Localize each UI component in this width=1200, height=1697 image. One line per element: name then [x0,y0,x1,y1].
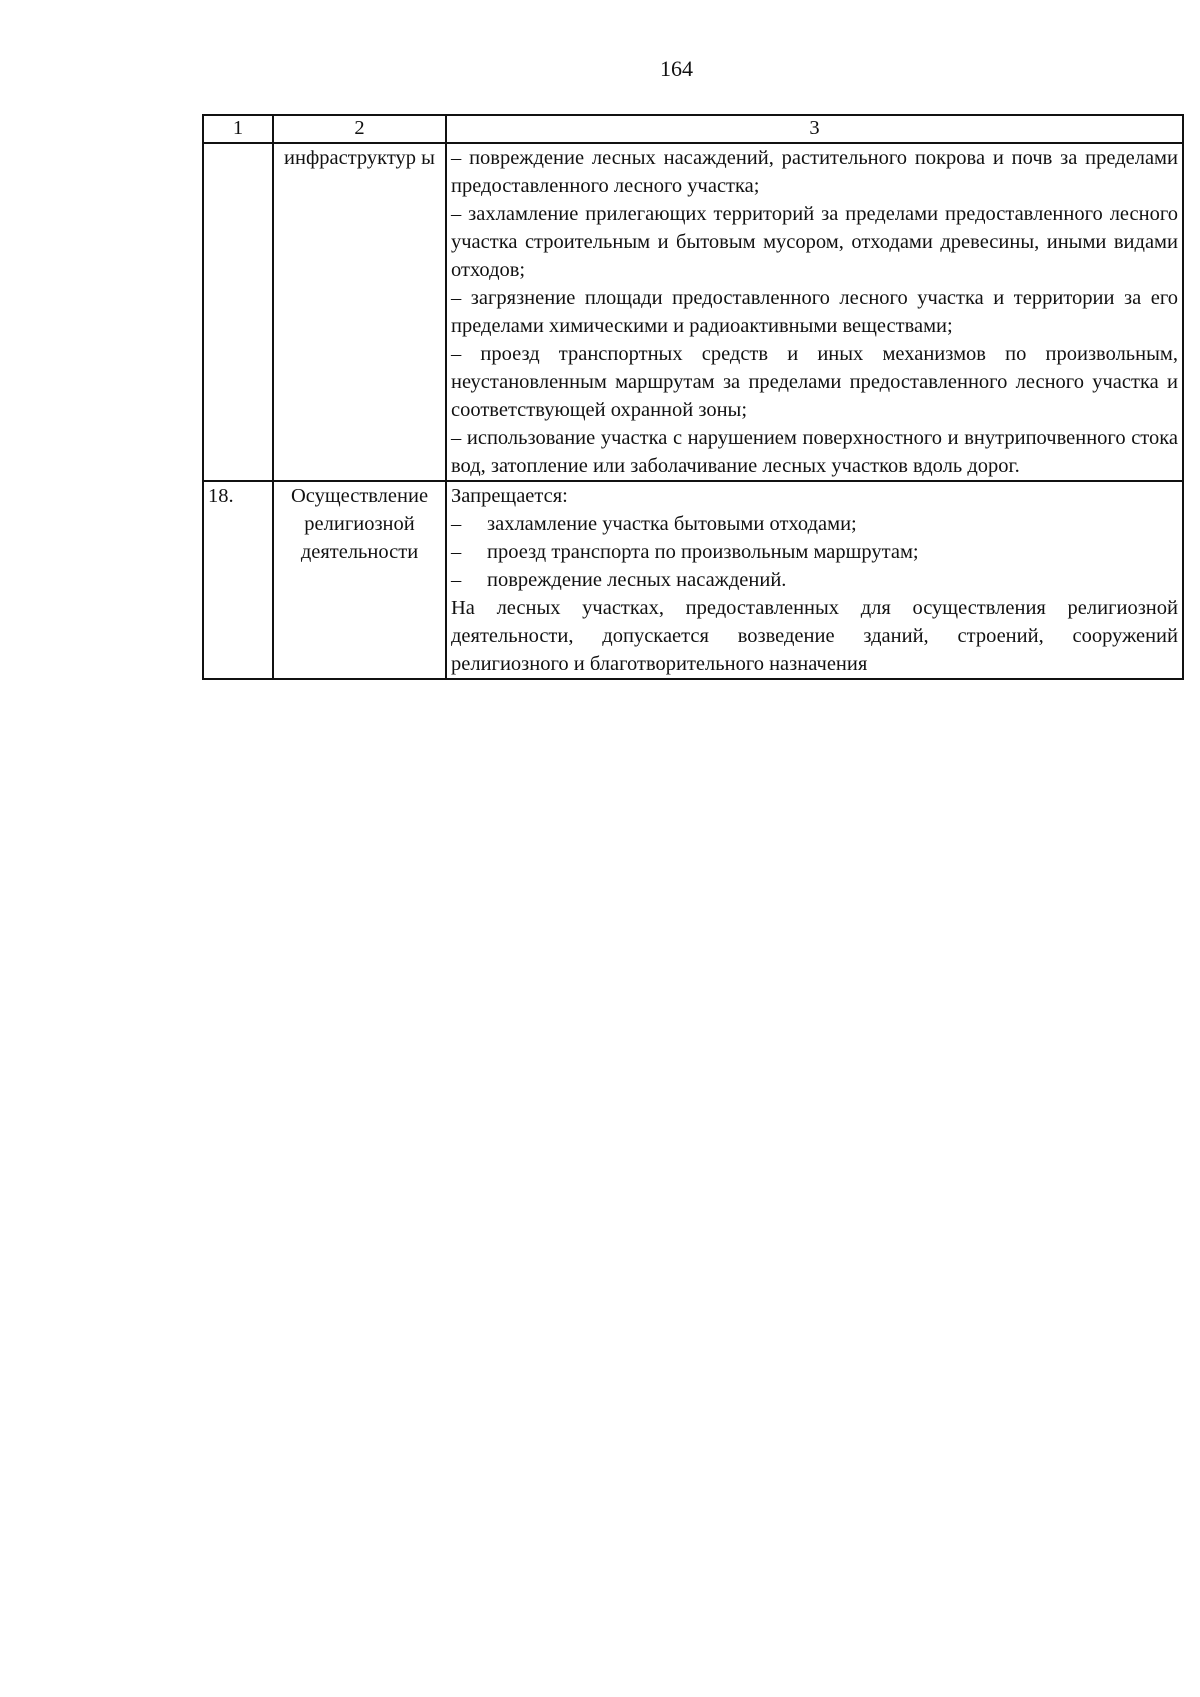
regulation-table [202,114,1184,680]
list-item-text: проезд транспорта по произвольным маршрутам; [487,541,919,563]
restriction-paragraph: – проезд транспортных средств и иных механизмов по произвольным, неустановленным маршрутам за пределами предоставленного лесного участка и соответствующей охранной зоны; [451,343,1178,421]
table-row [203,481,1183,679]
page-number: 164 [660,56,693,81]
table-header-row [203,115,1183,143]
dash-marker: – [451,569,462,591]
list-item-text: захламление участка бытовыми отходами; [487,513,857,535]
column-header-3: 3 [446,115,1183,143]
list-item [451,510,1178,538]
column-header-2: 2 [273,115,446,143]
row-number [203,143,273,481]
table-row [203,143,1183,481]
row-number: 18. [203,481,273,679]
dash-marker: – [451,513,462,535]
restrictions-cell [446,481,1183,679]
restriction-paragraph: – загрязнение площади предоставленного лесного участка и территории за его пределами химическими и радиоактивными веществами; [451,287,1178,337]
closing-paragraph: На лесных участках, предоставленных для осуществления религиозной деятельности, допускается возведение зданий, строений, сооружений религиозного и благотворительного назначения [451,597,1178,675]
activity-name: Осуществление религиозной деятельности [273,481,446,679]
restriction-paragraph: – захламление прилегающих территорий за пределами предоставленного лесного участка строительным и бытовым мусором, отходами древесины, иными видами отходов; [451,203,1178,281]
column-header-1: 1 [203,115,273,143]
restriction-paragraph: – повреждение лесных насаждений, растительного покрова и почв за пределами предоставленного лесного участка; [451,147,1178,197]
prohibition-intro: Запрещается: [451,485,568,507]
list-item [451,538,1178,566]
dash-marker: – [451,541,462,563]
list-item [451,566,1178,594]
restrictions-cell [446,143,1183,481]
activity-name: инфраструктур ы [273,143,446,481]
list-item-text: повреждение лесных насаждений. [487,569,787,591]
restriction-paragraph: – использование участка с нарушением поверхностного и внутрипочвенного стока вод, затопление или заболачивание лесных участков вдоль дорог. [451,427,1178,477]
